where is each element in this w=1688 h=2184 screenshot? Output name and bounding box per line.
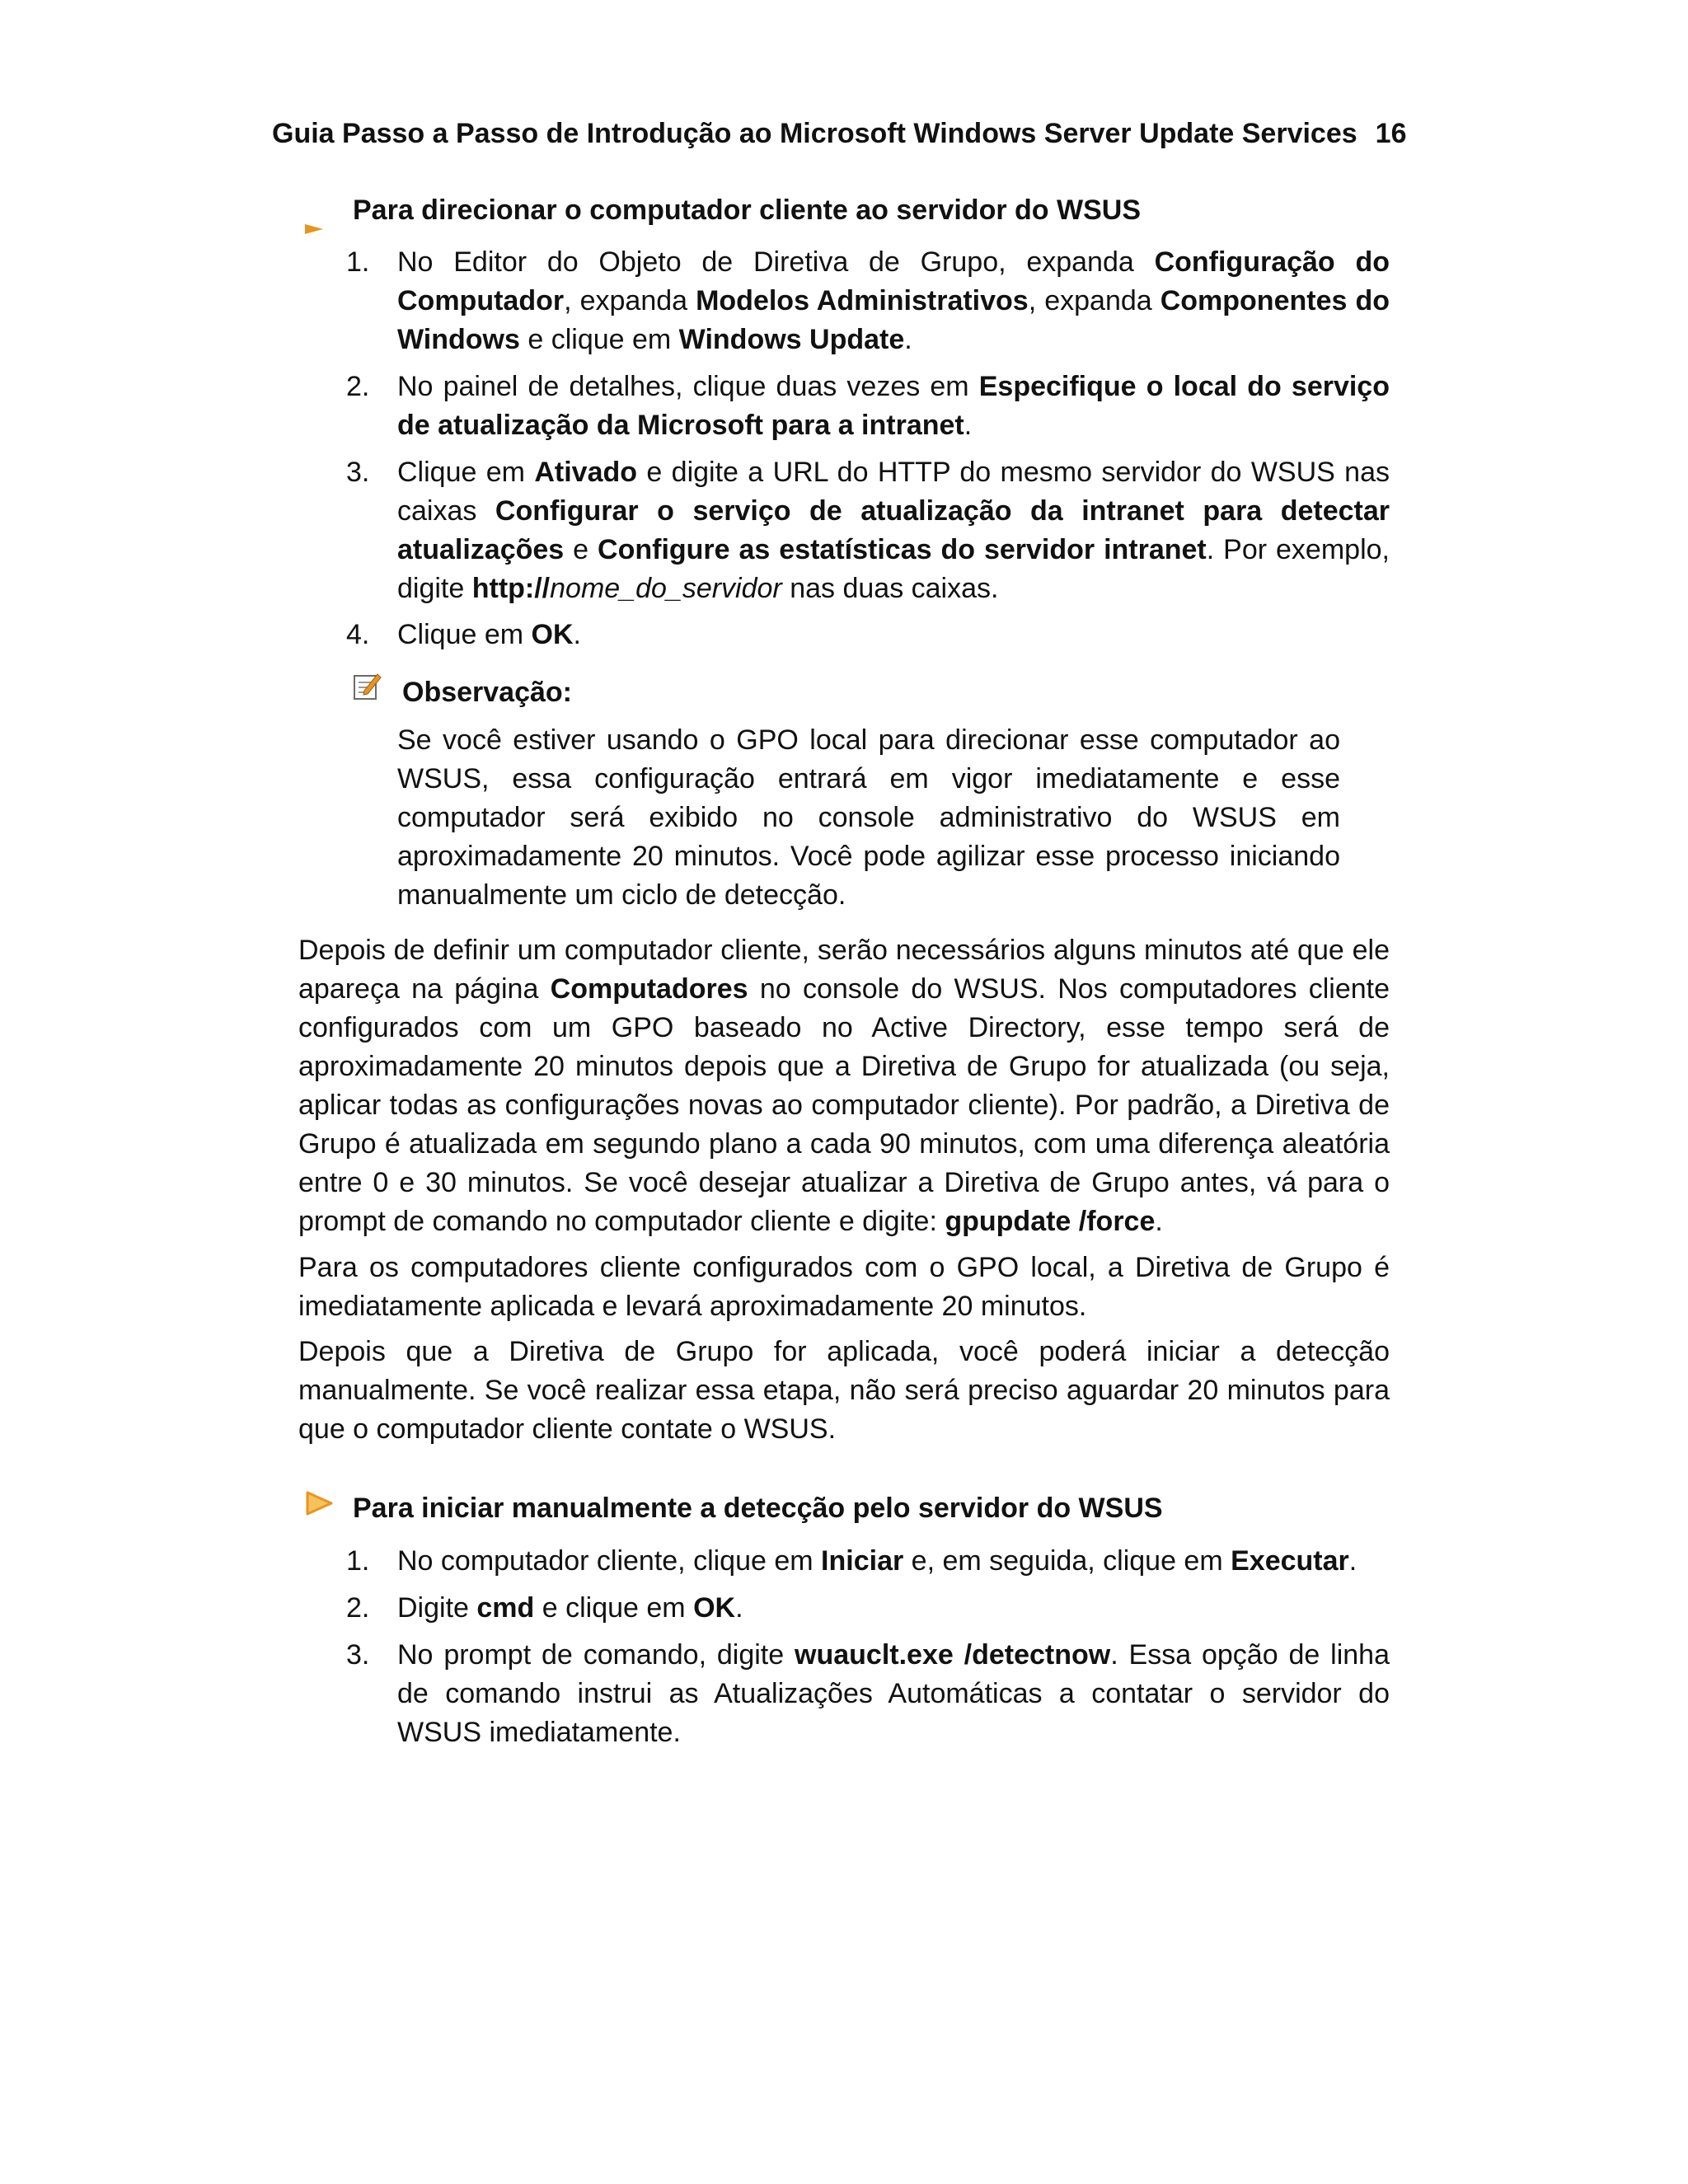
bold-text: Configurar o serviço de atualização da intranet para detectar atualizações (397, 495, 1390, 565)
note-title: Observação: (402, 677, 572, 708)
text-run: Digite (397, 1592, 477, 1624)
bold-text: Iniciar (821, 1545, 904, 1577)
text-run: . (573, 619, 581, 650)
step-number: 2. (346, 1592, 370, 1624)
section2-heading: Para iniciar manualmente a detecção pelo servidor do WSUS (353, 1493, 1163, 1524)
bold-text: Modelos Administrativos (696, 285, 1029, 316)
step-number: 3. (346, 1639, 370, 1671)
step-text (397, 1542, 1390, 1581)
paragraph (298, 1333, 1390, 1449)
bold-text: Especifique o local do serviço de atualização da Microsoft para a intranet (397, 371, 1390, 441)
bold-text: Computadores (550, 973, 748, 1005)
text-run: . (1348, 1545, 1357, 1577)
section2-step (346, 1542, 1390, 1581)
text-run: e, em seguida, clique em (903, 1545, 1231, 1577)
section2-step (346, 1589, 1390, 1628)
text-run: No Editor do Objeto de Diretiva de Grupo, expanda (397, 246, 1155, 278)
step-text (397, 616, 1390, 654)
step-number: 4. (346, 619, 370, 650)
text-run: Depois que a Diretiva de Grupo for aplicada, você poderá iniciar a detecção manualmente. Se você realizar essa etapa, não será preciso aguardar 20 minutos para que o computador cliente contate o WSUS. (298, 1336, 1390, 1445)
text-run: Depois de definir um computador cliente, serão necessários alguns minutos até que ele apareça na página (298, 935, 1390, 1005)
text-run: e clique em (519, 324, 679, 355)
procedure-arrow-icon (305, 224, 323, 234)
note-pencil-icon (353, 671, 382, 701)
bold-text: OK (693, 1592, 736, 1624)
step-number: 1. (346, 246, 370, 278)
section1-heading: Para direcionar o computador cliente ao servidor do WSUS (353, 194, 1142, 226)
bold-text: Configuração do Computador (397, 246, 1390, 316)
step-number: 3. (346, 457, 370, 488)
bold-text: cmd (476, 1592, 535, 1624)
bold-text: Ativado (534, 457, 638, 488)
note-text: Se você estiver usando o GPO local para direcionar esse computador ao WSUS, essa configuração entrará em vigor imediatamente e esse computador será exibido no console administrativo do WSUS em aproximadamente 20 minutos. Você pode agilizar esse processo iniciando manualmente um ciclo de detecção. (397, 724, 1340, 911)
procedure-arrow-icon (305, 1490, 335, 1516)
text-run: Clique em (397, 619, 532, 650)
header-title: Guia Passo a Passo de Introdução ao Microsoft Windows Server Update Services (272, 118, 1357, 149)
text-run: . (964, 410, 973, 441)
page-number: 16 (1375, 118, 1407, 149)
section1-step (346, 243, 1390, 359)
bold-text: gpupdate /force (945, 1206, 1156, 1237)
text-run: e digite a URL do HTTP do mesmo servidor do WSUS nas caixas (397, 457, 1390, 527)
text-run: . Por exemplo, digite (397, 534, 1390, 604)
step-number: 1. (346, 1545, 370, 1577)
bold-text: wuauclt.exe /detectnow (795, 1639, 1111, 1671)
bold-text: Executar (1231, 1545, 1349, 1577)
text-run: , expanda (1028, 285, 1160, 316)
text-run: No computador cliente, clique em (397, 1545, 822, 1577)
step-number: 2. (346, 371, 370, 402)
text-run: . (904, 324, 912, 355)
bold-text: Configure as estatísticas do servidor intranet (598, 534, 1207, 565)
section1-step (346, 616, 1390, 654)
section2-step (346, 1636, 1390, 1752)
text-run: . (735, 1592, 743, 1624)
text-run: e clique em (534, 1592, 694, 1624)
bold-text: Componentes do Windows (397, 285, 1390, 355)
step-text (397, 243, 1390, 359)
text-run: . (1155, 1206, 1163, 1237)
section1-step (346, 453, 1390, 608)
step-text (397, 368, 1390, 445)
text-run: nas duas caixas. (781, 573, 999, 604)
step-text (397, 1589, 1390, 1628)
bold-text: OK (531, 619, 574, 650)
paragraph (298, 1249, 1390, 1326)
page-header (272, 115, 1407, 152)
text-run: e (564, 534, 598, 565)
text-run: , expanda (564, 285, 696, 316)
section1-step (346, 368, 1390, 445)
step-text (397, 1636, 1390, 1752)
text-run: no console do WSUS. Nos computadores cliente configurados com um GPO baseado no Active Directory, esse tempo será de aproximadamente 20 minutos depois que a Diretiva de Grupo for atualizada (ou seja, aplicar todas as configurações novas ao computador cliente). Por padrão, a Diretiva de Grupo é atualizada em segundo plano a cada 90 minutos, com uma diferença aleatória entre 0 e 30 minutos. Se você desejar atualizar a Diretiva de Grupo antes, vá para o prompt de comando no computador cliente e digite: (298, 973, 1390, 1237)
text-run: . Essa opção de linha de comando instrui as Atualizações Automáticas a contatar o servidor do WSUS imediatamente. (397, 1639, 1390, 1748)
bold-text: Windows Update (678, 324, 905, 355)
bold-text: http:// (471, 573, 551, 604)
paragraph (298, 931, 1390, 1241)
text-run: No painel de detalhes, clique duas vezes em (397, 371, 979, 402)
text-run: Para os computadores cliente configurados com o GPO local, a Diretiva de Grupo é imediatamente aplicada e levará aproximadamente 20 minutos. (298, 1252, 1390, 1322)
italic-text: nome_do_servidor (550, 573, 782, 604)
text-run: Clique em (397, 457, 535, 488)
text-run: No prompt de comando, digite (397, 1639, 795, 1671)
step-text (397, 453, 1390, 608)
